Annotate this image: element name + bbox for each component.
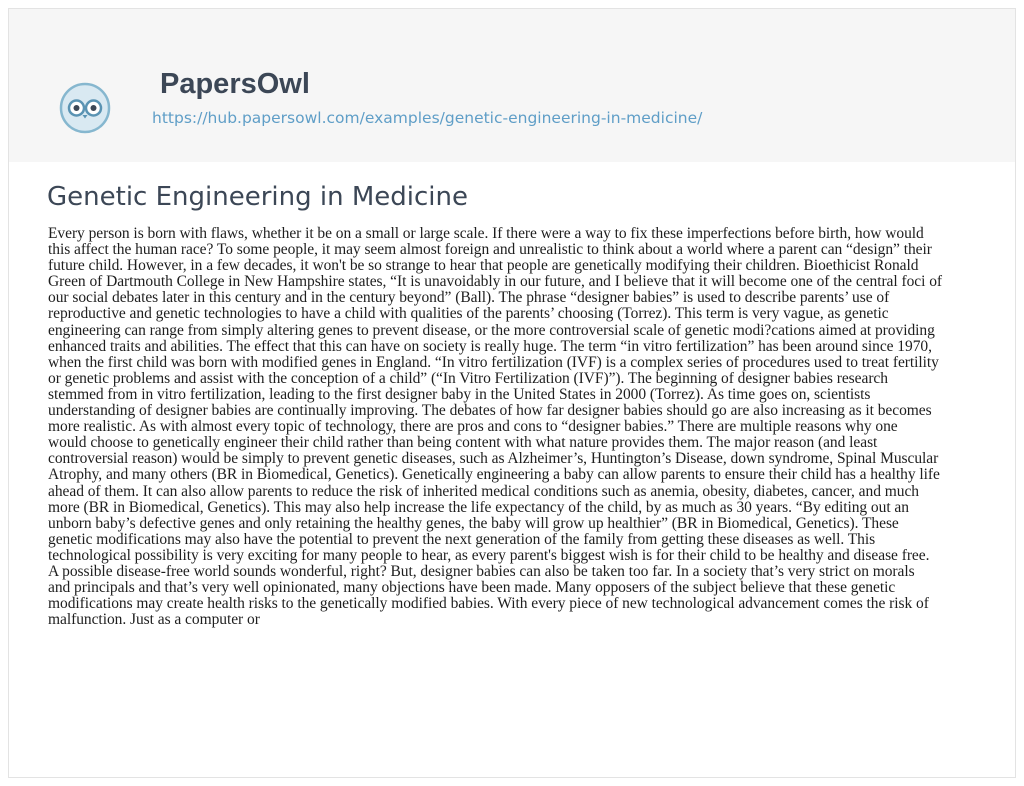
page-frame (8, 8, 1016, 778)
article-title: Genetic Engineering in Medicine (47, 182, 468, 212)
source-url-link[interactable]: https://hub.papersowl.com/examples/genetic-engineering-in-medicine/ (152, 109, 703, 127)
brand-name: PapersOwl (160, 68, 310, 100)
owl-eyes-icon (59, 82, 111, 134)
site-header (9, 9, 1015, 162)
article-body: Every person is born with flaws, whether it be on a small or large scale. If there were a way to fix these imperfections before birth, how would this affect the human race? To some people, it may seem almost foreign and unrealistic to think about a world where a parent can “design” their future child. However, in a few decades, it won't be so strange to hear that people are genetically modifying their children. Bioethicist Ronald Green of Dartmouth College in New Hampshire states, “It is unavoidably in our future, and I believe that it will become one of the central foci of our social debates later in this century and in the century beyond” (Ball). The phrase “designer babies” is used to describe parents’ use of reproductive and genetic technologies to have a child with qualities of the parents’ choosing (Torrez). This term is very vague, as genetic engineering can range from simply altering genes to prevent disease, or the more controversial scale of genetic modi?cations aimed at providing enhanced traits and abilities. The effect that this can have on society is really huge. The term “in vitro fertilization” has been around since 1970, when the first child was born with modified genes in England. “In vitro fertilization (IVF) is a complex series of procedures used to treat fertility or genetic problems and assist with the conception of a child” (“In Vitro Fertilization (IVF)”). The beginning of designer babies research stemmed from in vitro fertilization, leading to the first designer baby in the United States in 2000 (Torrez). As time goes on, scientists understanding of designer babies are continually improving. The debates of how far designer babies should go are also increasing as it becomes more realistic. As with almost every topic of technology, there are pros and cons to “designer babies.” There are multiple reasons why one would choose to genetically engineer their child rather than being content with what nature provides them. The major reason (and least controversial reason) would be simply to prevent genetic diseases, such as Alzheimer’s, Huntington’s Disease, down syndrome, Spinal Muscular Atrophy, and many others (BR in Biomedical, Genetics). Genetically engineering a baby can allow parents to ensure their child has a healthy life ahead of them. It can also allow parents to reduce the risk of inherited medical conditions such as anemia, obesity, diabetes, cancer, and much more (BR in Biomedical, Genetics). This may also help increase the life expectancy of the child, by as much as 30 years. “By editing out an unborn baby’s defective genes and only retaining the healthy genes, the baby will grow up healthier” (BR in Biomedical, Genetics). These genetic modifications may also have the potential to prevent the next generation of the family from getting these diseases as well. This technological possibility is very exciting for many people to hear, as every parent's biggest wish is for their child to be healthy and disease free. A possible disease-free world sounds wonderful, right? But, designer babies can also be taken too far. In a society that’s very strict on morals and principals and that’s very well opinionated, many objections have been made. Many opposers of the subject believe that these genetic modifications may create health risks to the genetically modified babies. With every piece of new technological advancement comes the risk of malfunction. Just as a computer or (48, 225, 943, 629)
